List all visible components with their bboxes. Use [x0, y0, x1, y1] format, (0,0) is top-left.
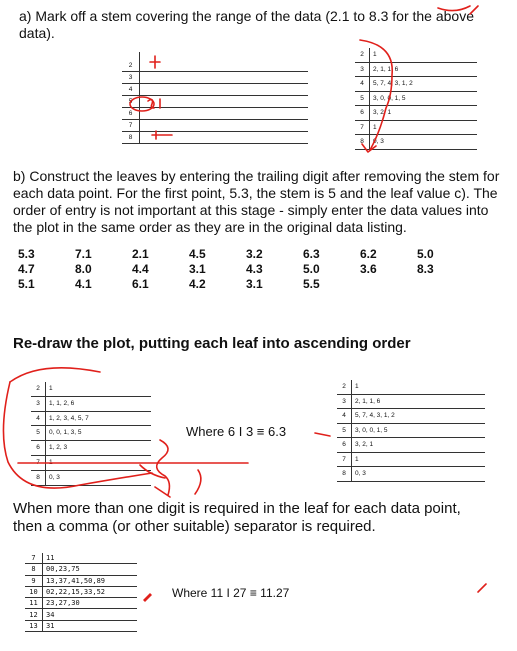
stem-value: 2	[36, 385, 40, 392]
stem-value: 3	[36, 399, 40, 407]
leaf-values: 2, 1, 1, 6	[373, 65, 399, 73]
stem-value: 6	[36, 444, 40, 452]
data-value: 4.4	[132, 262, 149, 276]
leaf-values: 31	[46, 621, 55, 630]
data-value: 3.2	[246, 247, 263, 261]
data-value: 4.2	[189, 277, 206, 291]
leaf-values: 11	[46, 554, 55, 562]
leaf-values: 0, 3	[373, 138, 384, 145]
stem-value: 7	[31, 554, 36, 562]
data-value: 2.1	[132, 247, 149, 261]
data-value: 6.2	[360, 247, 377, 261]
stem-value: 4	[342, 412, 346, 419]
stem-value: 2	[342, 383, 346, 390]
data-value: 5.1	[18, 277, 35, 291]
section-a-text: a) Mark off a stem covering the range of the data (2.1 to 8.3 for the above data).	[19, 8, 475, 41]
leaf-values: 23,27,30	[46, 599, 80, 608]
stem-value: 7	[36, 459, 40, 466]
data-value: 8.3	[417, 262, 434, 276]
section-b-text: b) Construct the leaves by entering the trailing digit after removing the stem for each data point. For the first point, 5.3, the stem is 5 and the leaf value c). The order of entry is not important at this stage - simply enter the data values into the plot in the same order as they are in the original data listing.	[13, 168, 500, 235]
leaf-values: 1, 2, 3	[49, 444, 68, 452]
data-value: 5.5	[303, 277, 320, 291]
leaf-values: 3, 0, 0, 1, 5	[373, 94, 406, 102]
data-value: 3.1	[189, 262, 206, 276]
stem-value: 4	[128, 86, 133, 93]
leaf-values: 1	[49, 385, 53, 392]
stem-value: 4	[36, 414, 40, 422]
pencil-icon	[143, 593, 152, 602]
leaf-values: 34	[46, 610, 55, 619]
leaf-values: 5, 7, 4, 3, 1, 2	[355, 412, 395, 419]
stem-value: 7	[342, 455, 346, 463]
stem-value: 8	[342, 470, 346, 477]
leaf-values: 1, 1, 2, 6	[49, 399, 75, 407]
stem-value: 5	[342, 426, 346, 434]
data-value: 7.1	[75, 247, 92, 261]
leaf-values: 02,22,15,33,52	[46, 587, 106, 596]
data-value: 3.1	[246, 277, 263, 291]
data-value: 5.0	[303, 262, 320, 276]
leaf-values: 00,23,75	[46, 565, 80, 574]
stem-value: 3	[360, 65, 364, 73]
stem-value: 6	[360, 109, 364, 116]
data-value: 5.0	[417, 247, 434, 261]
stem-value: 12	[29, 610, 38, 619]
stem-value: 8	[360, 138, 364, 145]
leaf-values: 2, 1, 1, 6	[355, 397, 381, 405]
stem-value: 8	[128, 134, 133, 141]
stem-value: 10	[29, 587, 38, 596]
data-value: 4.7	[18, 262, 35, 276]
leaf-values: 1	[373, 123, 377, 131]
data-value: 6.3	[303, 247, 320, 261]
stem-value: 3	[128, 74, 133, 81]
leaf-values: 1	[49, 459, 53, 466]
stem-value: 3	[342, 397, 346, 405]
stem-value: 7	[360, 123, 364, 131]
stem-value: 6	[128, 110, 133, 117]
leaf-values: 1	[373, 51, 377, 58]
stem-value: 5	[128, 98, 133, 105]
leaf-values: 3, 2, 1	[373, 109, 392, 116]
data-value: 4.3	[246, 262, 263, 276]
stem-value: 5	[360, 94, 364, 102]
leaf-values: 1	[355, 383, 359, 390]
stem-value: 11	[29, 599, 38, 608]
stem-value: 8	[31, 565, 36, 574]
leaf-values: 5, 7, 4, 3, 1, 2	[373, 80, 413, 87]
stem-value: 2	[360, 51, 364, 58]
data-value: 3.6	[360, 262, 377, 276]
data-value: 4.5	[189, 247, 206, 261]
leaf-values: 0, 3	[49, 473, 60, 481]
key-text-plot-d: Where 11 I 27 ≡ 11.27	[172, 586, 290, 600]
stem-value: 9	[31, 576, 36, 585]
redraw-heading: Re-draw the plot, putting each leaf into ascending order	[13, 335, 411, 352]
leaf-values: 1, 2, 3, 4, 5, 7	[49, 414, 89, 422]
key-text-redraw: Where 6 I 3 ≡ 6.3	[186, 424, 287, 439]
stem-value: 4	[360, 80, 364, 87]
leaf-values: 3, 0, 0, 1, 5	[355, 426, 388, 434]
stem-value: 2	[128, 62, 133, 69]
data-value: 8.0	[75, 262, 92, 276]
stem-value: 5	[36, 429, 40, 437]
data-value: 6.1	[132, 277, 149, 291]
leaf-values: 0, 3	[355, 470, 366, 477]
stem-value: 8	[36, 473, 40, 481]
stem-value: 7	[128, 122, 133, 129]
leaf-values: 1	[355, 455, 359, 463]
section-d-text: When more than one digit is required in the leaf for each data point, then a comma (or other suitable) separator is required.	[13, 500, 461, 535]
leaf-values: 0, 0, 1, 3, 5	[49, 429, 82, 437]
leaf-values: 13,37,41,50,89	[46, 576, 106, 585]
data-value: 4.1	[75, 277, 92, 291]
data-value: 5.3	[18, 247, 35, 261]
leaf-values: 3, 2, 1	[355, 441, 374, 448]
stem-value: 6	[342, 441, 346, 448]
stem-value: 13	[29, 621, 38, 630]
